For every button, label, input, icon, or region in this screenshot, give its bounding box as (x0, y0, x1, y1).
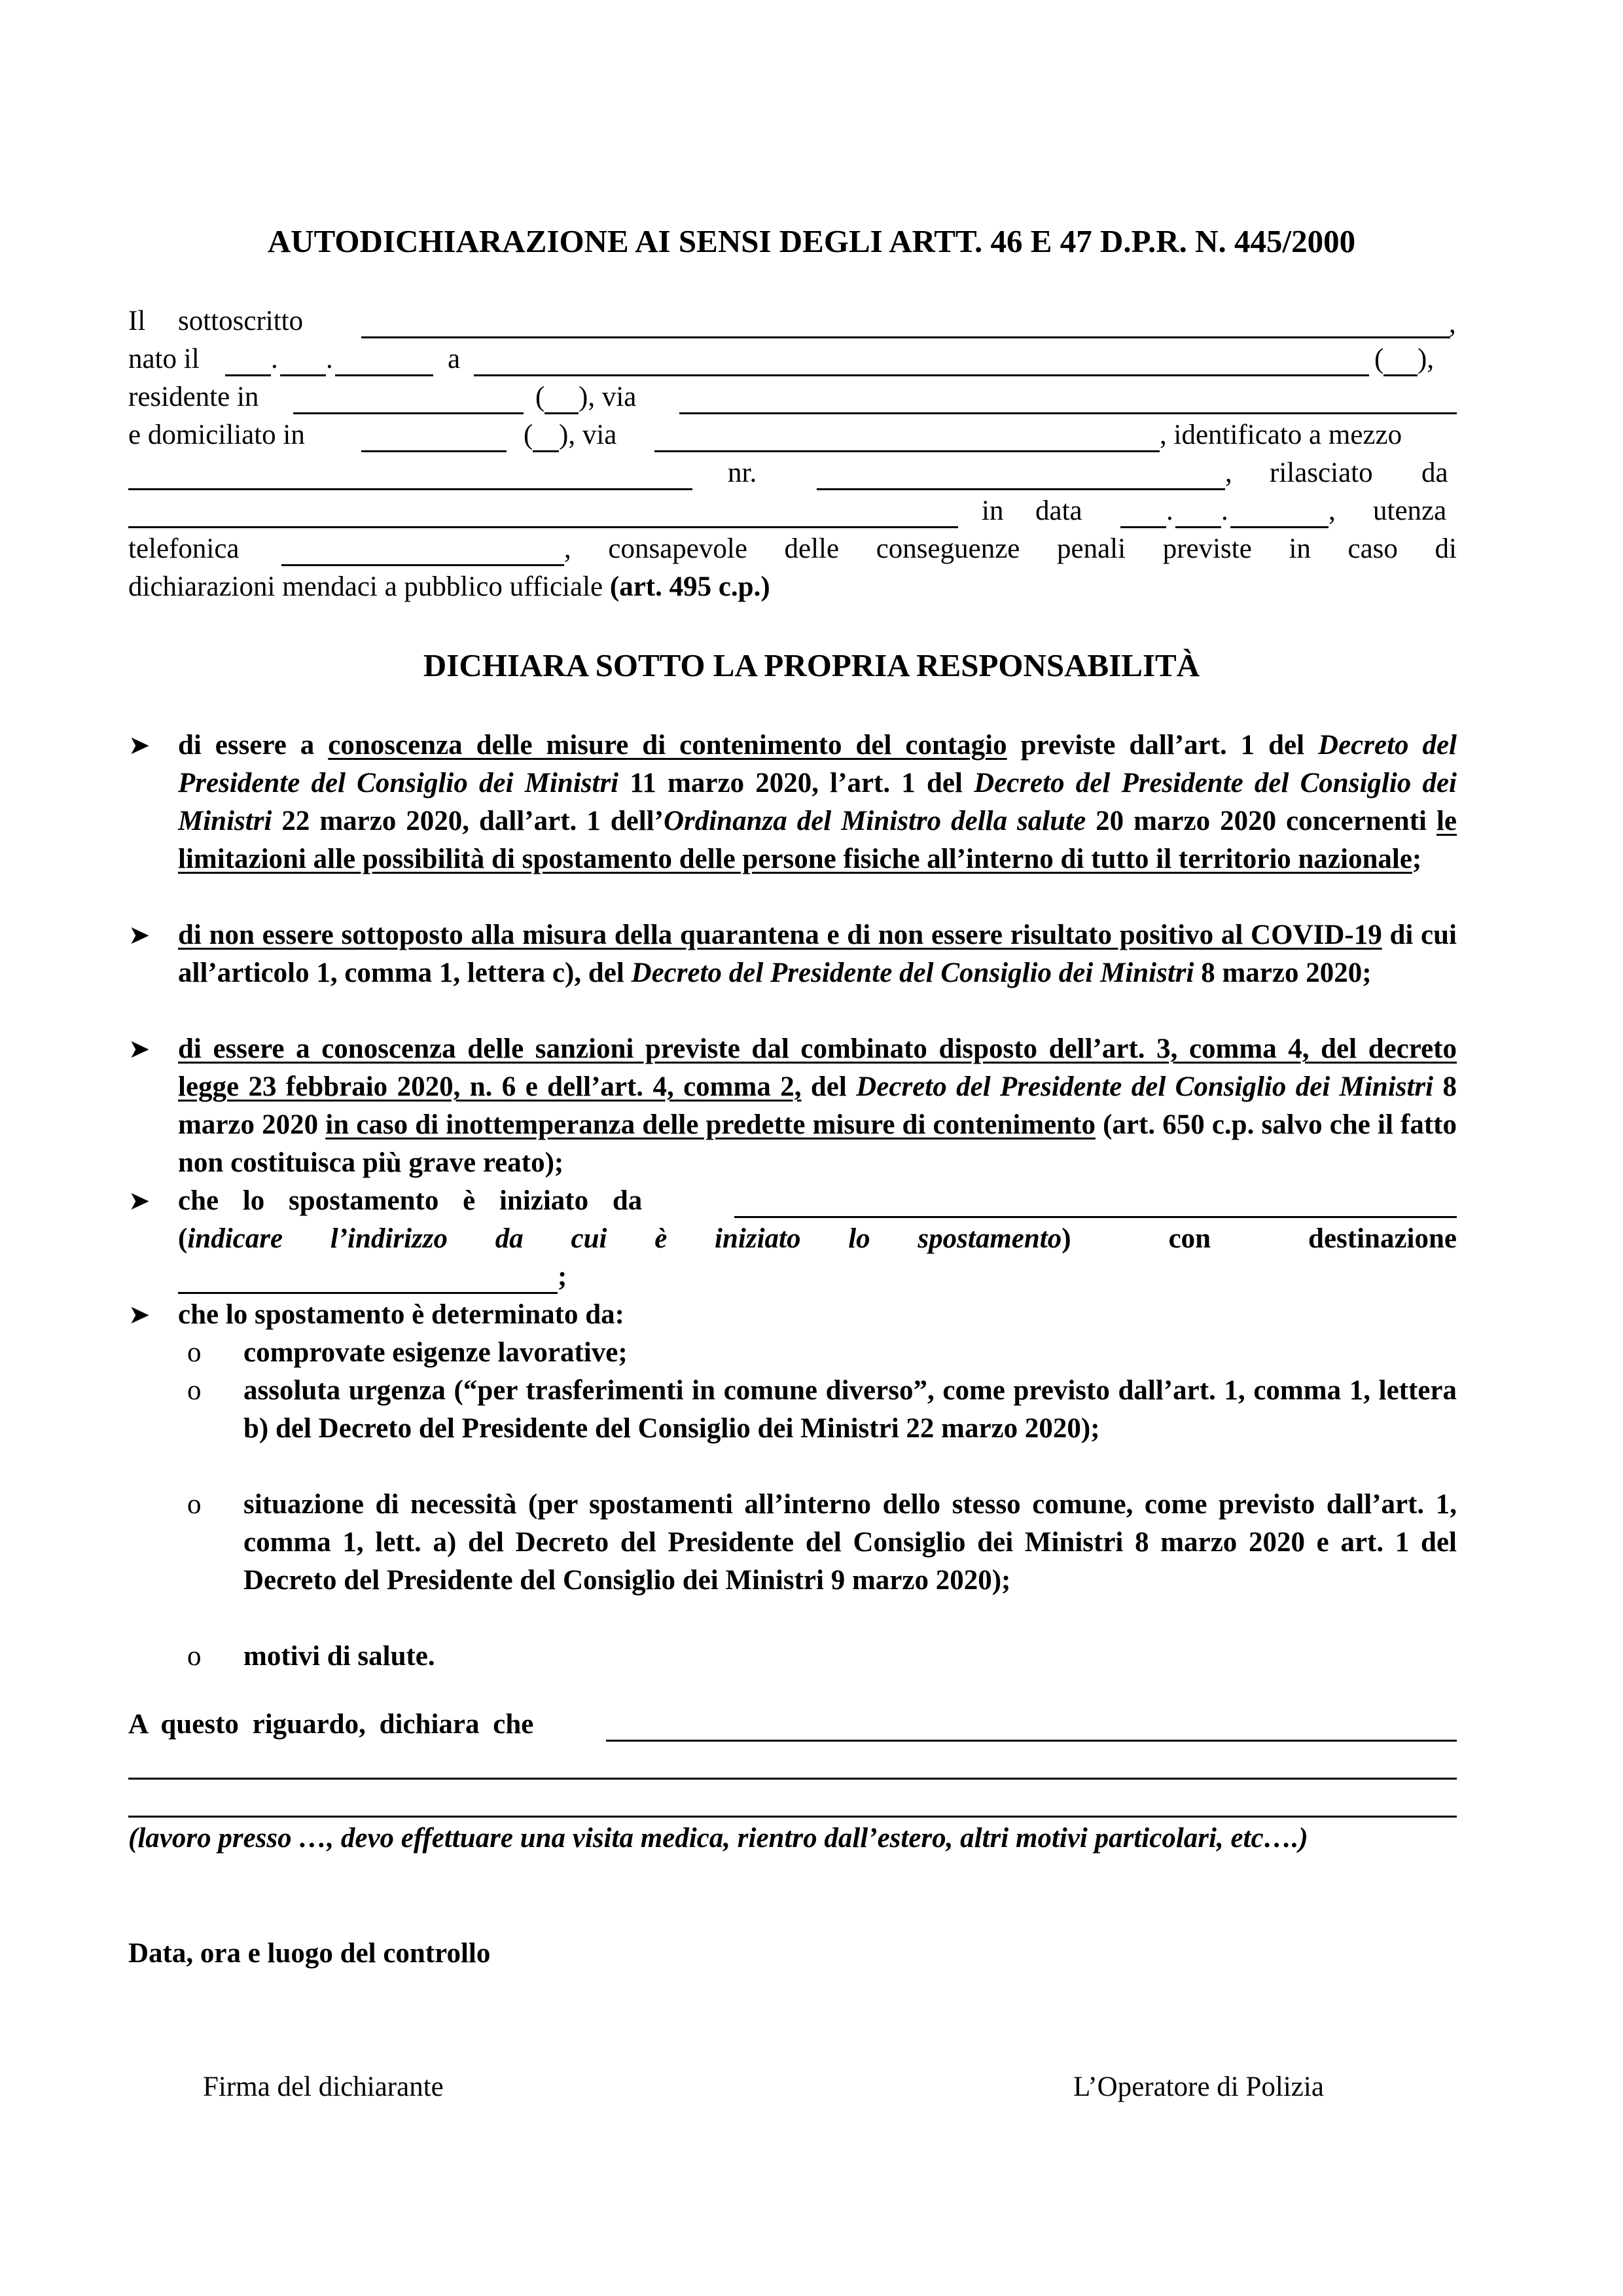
police-signature-label: L’Operatore di Polizia (1073, 2072, 1324, 2102)
bullet-not-quarantined: di non essere sottoposto alla misura della quarantena e di non essere risultato positivo al COVID-19 di cui all’articolo 1, comma 1, lettera c), del Decreto del Presidente del Consiglio dei Ministri 8 marzo 2020; (178, 920, 1457, 988)
circle-bullet-icon: o (187, 1375, 202, 1406)
issue-year-line[interactable] (1230, 526, 1329, 528)
regard-line-3[interactable] (128, 1816, 1457, 1818)
intro-da: da (1421, 457, 1448, 488)
intro-nr: nr. (728, 457, 757, 488)
bullet-reason-label: che lo spostamento è determinato da: (178, 1299, 624, 1330)
issuer-line[interactable] (128, 526, 958, 528)
residence-city-line[interactable] (293, 412, 524, 414)
issue-comma: , (1329, 495, 1336, 526)
issue-month-line[interactable] (1175, 526, 1221, 528)
intro-dom-via: ), via (559, 420, 617, 450)
destination-line[interactable] (178, 1292, 558, 1294)
birth-prov-close: ), (1418, 344, 1435, 374)
declaration-heading: DICHIARA SOTTO LA PROPRIA RESPONSABILITÀ (423, 647, 1200, 683)
name-field-line[interactable] (361, 336, 1450, 338)
circle-bullet-icon: o (187, 1489, 202, 1520)
birth-prov-open: ( (1374, 344, 1384, 374)
arrow-bullet-icon: ➤ (128, 1034, 151, 1064)
bullet-sanctions: di essere a conoscenza delle sanzioni previste dal combinato disposto dell’art. 3, comma 4, del decreto legge 23 febbraio 2020, n. 6 e dell’art. 4, comma 2, del Decreto del Presidente del Consiglio dei Ministri 8 marzo 2020 in caso di inottemperanza delle predette misure di contenimento (art. 650 c.p. salvo che il fatto non costituisca più grave reato); (178, 1033, 1457, 1178)
bullet-knowledge-measures: di essere a conoscenza delle misure di contenimento del contagio previste dall’art. 1 del Decreto del Presidente del Consiglio dei Ministri 11 marzo 2020, l’art. 1 del Decreto del Presidente del Consiglio dei Ministri 22 marzo 2020, dall’art. 1 dell’Ordinanza del Ministro della salute 20 marzo 2020 concernenti le limitazioni alle possibilità di spostamento delle persone fisiche all’interno di tutto il territorio nazionale; (178, 730, 1457, 874)
declarant-signature-label: Firma del dichiarante (203, 2072, 444, 2102)
residence-street-line[interactable] (679, 412, 1457, 414)
document-title: AUTODICHIARAZIONE AI SENSI DEGLI ARTT. 46 E 47 D.P.R. N. 445/2000 (267, 223, 1356, 259)
regard-label: A questo riguardo, dichiara che (128, 1709, 534, 1740)
start-address-line[interactable] (734, 1216, 1457, 1218)
birth-day-line[interactable] (225, 374, 271, 376)
birth-dot-1: . (271, 344, 278, 374)
reason-urgency: assoluta urgenza (“per trasferimenti in comune diverso”, come previsto dall’art. 1, comma 1, lettera b) del Decreto del Presidente del Consiglio dei Ministri 22 marzo 2020); (243, 1375, 1457, 1444)
reason-health: motivi di salute. (243, 1641, 435, 1672)
reason-necessity: situazione di necessità (per spostamenti all’interno dello stesso comune, come previsto dall’art. 1, comma 1, lett. a) del Decreto del Presidente del Consiglio dei Ministri 8 marzo 2020 e art. 1 del Decreto del Presidente del Consiglio dei Ministri 9 marzo 2020); (243, 1489, 1457, 1596)
intro-domiciliato-in: e domiciliato in (128, 420, 305, 450)
regard-hint: (lavoro presso …, devo effettuare una visita medica, rientro dall’estero, altri motivi particolari, etc….) (128, 1823, 1308, 1854)
circle-bullet-icon: o (187, 1337, 202, 1368)
birth-month-line[interactable] (280, 374, 326, 376)
arrow-bullet-icon: ➤ (128, 1186, 151, 1215)
issue-day-line[interactable] (1120, 526, 1166, 528)
arrow-bullet-icon: ➤ (128, 920, 151, 950)
reason-work: comprovate esigenze lavorative; (243, 1337, 628, 1368)
intro-line-8 (128, 568, 770, 606)
arrow-bullet-icon: ➤ (128, 730, 151, 760)
intro-mendaci: dichiarazioni mendaci a pubblico ufficiale (128, 571, 603, 602)
intro-art-495: (art. 495 c.p.) (609, 571, 770, 602)
intro-a: a (448, 344, 461, 374)
destination-semicolon: ; (558, 1261, 567, 1292)
birth-prov-line[interactable] (1383, 374, 1418, 376)
intro-residente-in: residente in (128, 382, 259, 412)
dom-prov-open: ( (524, 420, 533, 450)
res-prov-open: ( (535, 382, 545, 412)
intro-identificato: , identificato a mezzo (1160, 420, 1402, 450)
domicile-street-line[interactable] (654, 450, 1160, 452)
intro-utenza: utenza (1373, 495, 1447, 526)
domicile-city-line[interactable] (361, 450, 507, 452)
regard-line-1[interactable] (606, 1740, 1457, 1742)
phone-line[interactable] (281, 564, 564, 566)
intro-res-via: ), via (579, 382, 637, 412)
document-number-line[interactable] (817, 488, 1225, 490)
dom-prov-line[interactable] (533, 450, 559, 452)
circle-bullet-icon: o (187, 1641, 202, 1672)
res-prov-line[interactable] (544, 412, 579, 414)
intro-data: data (1035, 495, 1082, 526)
intro-sottoscritto: sottoscritto (178, 306, 304, 336)
bullet-start-hint: (indicare l’indirizzo da cui è iniziato lo spostamento) con destinazione (178, 1223, 1457, 1254)
intro-nr-comma: , (1225, 457, 1232, 488)
regard-line-2[interactable] (128, 1778, 1457, 1780)
intro-rilasciato: rilasciato (1270, 457, 1373, 488)
issue-dot-2: . (1221, 495, 1228, 526)
intro-nato-il: nato il (128, 344, 200, 374)
birth-year-line[interactable] (335, 374, 433, 376)
intro-consapevole: , consapevole delle conseguenze penali previste in caso di (564, 533, 1457, 564)
birth-place-line[interactable] (474, 374, 1369, 376)
bullet-start-label: che lo spostamento è iniziato da (178, 1185, 643, 1216)
intro-in: in (982, 495, 1004, 526)
intro-comma: , (1449, 308, 1456, 339)
issue-dot-1: . (1166, 495, 1173, 526)
control-label: Data, ora e luogo del controllo (128, 1938, 491, 1969)
birth-dot-2: . (326, 344, 333, 374)
document-type-line[interactable] (128, 488, 692, 490)
intro-telefonica: telefonica (128, 533, 240, 564)
arrow-bullet-icon: ➤ (128, 1300, 151, 1329)
intro-il: Il (128, 306, 146, 336)
